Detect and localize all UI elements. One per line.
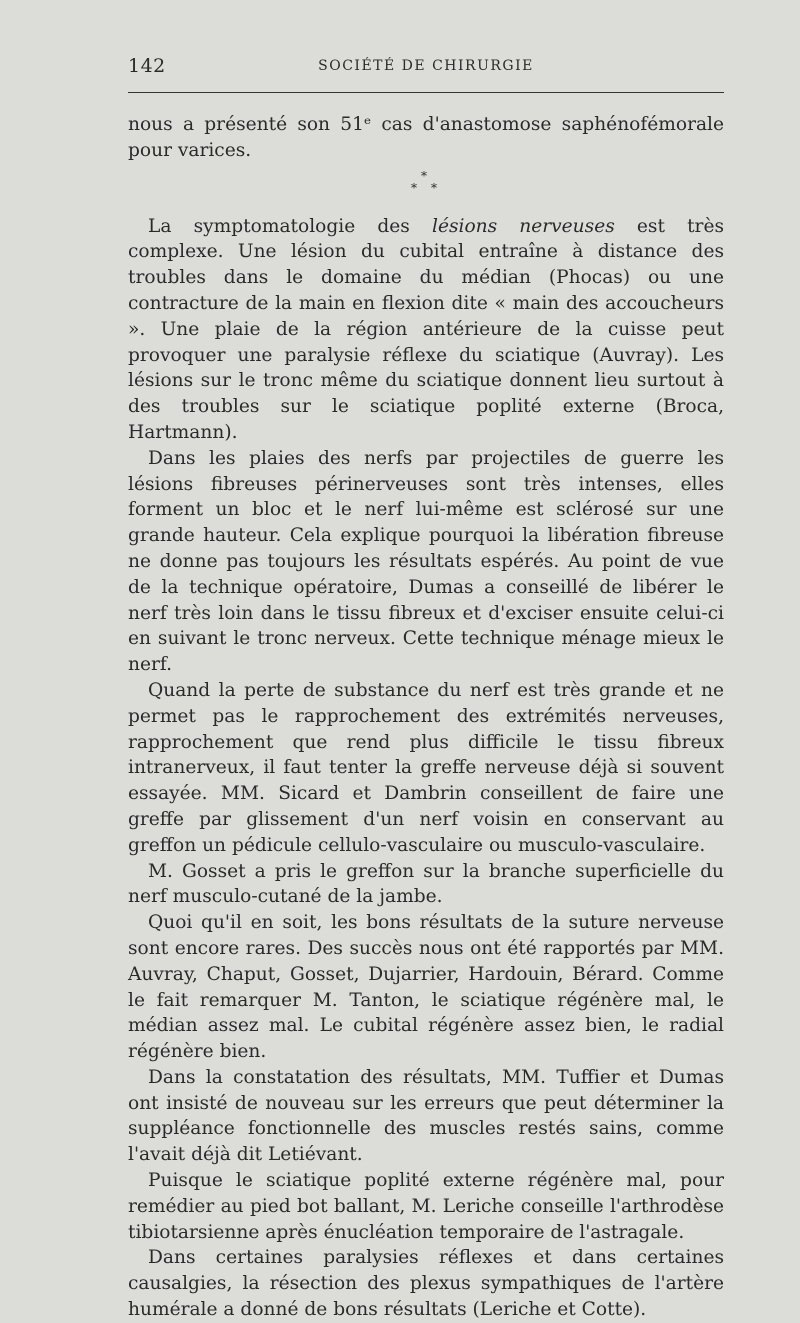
paragraph-5: M. Gosset a pris le greffon sur la branche superficielle du nerf musculo-cutané de la jambe. (128, 860, 724, 908)
paragraph-8: Puisque le sciatique poplité externe régénère mal, pour remédier au pied bot ballant, M. Leriche conseille l'arthrodèse tibiotarsienne après énucléation temporaire de l'astragale. (128, 1170, 724, 1243)
paragraph-4: Quand la perte de substance du nerf est très grande et ne permet pas le rapprochement des extrémités nerveuses, rapprochement que rend plus difficile le tissu fibreux intranerveux, il faut tenter la greffe nerveuse déjà si souvent essayée. MM. Sicard et Dambrin conseillent de faire une greffe par glissement d'un nerf voisin en conservant au greffon un pédicule cellulo-vasculaire ou musculo-vasculaire. (128, 679, 724, 856)
body-text (128, 112, 724, 1323)
paragraph-2 (128, 214, 724, 446)
asterism-star: * (431, 180, 437, 195)
asterism (128, 164, 724, 214)
page-header (128, 55, 724, 79)
paragraph-6: Quoi qu'il en soit, les bons résultats de la suture nerveuse sont encore rares. Des succès nous ont été rapportés par MM. Auvray, Chaput, Gosset, Dujarrier, Hardouin, Bérard. Comme le fait remarquer M. Tanton, le sciatique régénère mal, le médian assez mal. Le cubital régénère assez bien, le radial régénère bien. (128, 912, 724, 1063)
paragraph-2-emphasis: lésions nerveuses (432, 215, 615, 237)
paragraph-3: Dans les plaies des nerfs par projectiles de guerre les lésions fibreuses périnerveuses sont très intenses, elles forment un bloc et le nerf lui-même est sclérosé sur une grande hauteur. Cela explique pourquoi la libération fibreuse ne donne pas toujours les résultats espérés. Au point de vue de la technique opératoire, Dumas a conseillé de libérer le nerf très loin dans le tissu fibreux et d'exciser ensuite celui-ci en suivant le tronc nerveux. Cette technique ménage mieux le nerf. (128, 447, 724, 676)
asterism-star: * (411, 180, 417, 195)
paragraph-9: Dans certaines paralysies réflexes et dans certaines causalgies, la résection des plexus sympathiques de l'artère humérale a donné de bons résultats (Leriche et Cotte). (128, 1247, 724, 1321)
paragraph-2-before: La symptomatologie des (148, 215, 432, 237)
running-title: SOCIÉTÉ DE CHIRURGIE (318, 58, 534, 74)
paragraph-7: Dans la constatation des résultats, MM. Tuffier et Dumas ont insisté de nouveau sur les erreurs que peut déterminer la suppléance fonctionnelle des muscles restés sains, comme l'avait déjà dit Letiévant. (128, 1066, 724, 1166)
paragraph-1: nous a présenté son 51ᵉ cas d'anastomose saphénofémorale pour varices. (128, 114, 724, 161)
paragraph-2-after: est très complexe. Une lésion du cubital entraîne à distance des troubles dans le domaine du médian (Phocas) ou une contracture de la main en flexion dite « main des accoucheurs ». Une plaie de la région antérieure de la cuisse peut provoquer une paralysie réflexe du sciatique (Auvray). Les lésions sur le tronc même du sciatique donnent lieu surtout à des troubles sur le sciatique poplité externe (Broca, Hartmann). (128, 215, 724, 443)
asterism-star: * (421, 168, 427, 183)
header-rule (128, 92, 724, 93)
page-number: 142 (128, 55, 166, 77)
